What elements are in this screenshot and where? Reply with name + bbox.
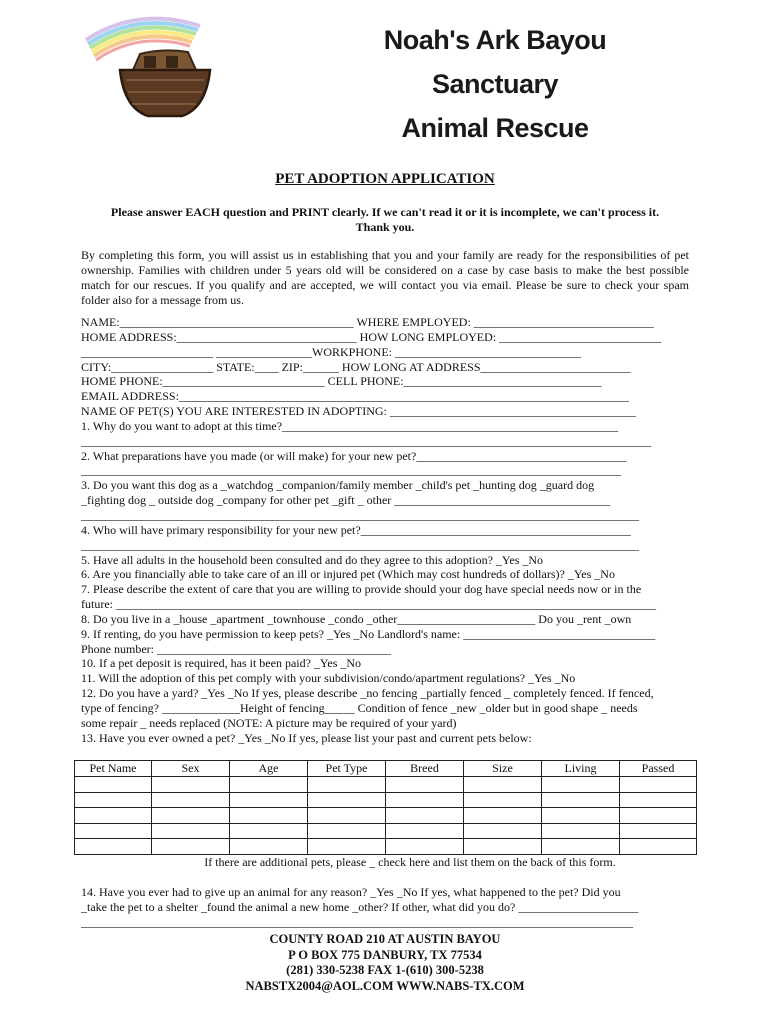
additional-pets-note: If there are additional pets, please _ check here and list them on the back of this form.	[204, 855, 616, 869]
contact-footer	[0, 932, 770, 994]
table-cell[interactable]	[152, 792, 230, 808]
pets-table-body	[75, 777, 697, 855]
table-cell[interactable]	[464, 792, 542, 808]
table-cell[interactable]	[75, 808, 152, 824]
table-cell[interactable]	[542, 808, 620, 824]
table-cell[interactable]	[542, 839, 620, 855]
form-line[interactable]: 2. What preparations have you made (or will make) for your new pet?___________________________________	[81, 448, 627, 463]
question-14	[81, 885, 689, 930]
table-cell[interactable]	[386, 839, 464, 855]
table-cell[interactable]	[386, 808, 464, 824]
table-cell[interactable]	[308, 823, 386, 839]
form-line[interactable]: NAME OF PET(S) YOU ARE INTERESTED IN ADOPTING: _________________________________________	[81, 404, 636, 419]
column-header: Sex	[152, 761, 230, 777]
table-cell[interactable]	[152, 839, 230, 855]
form-line[interactable]: NAME:_______________________________________ WHERE EMPLOYED: ______________________________	[81, 315, 654, 329]
form-line[interactable]: 3. Do you want this dog as a _watchdog _companion/family member _child's pet _hunting dog _guard dog	[81, 478, 595, 493]
table-cell[interactable]	[152, 808, 230, 824]
column-header: Age	[230, 761, 308, 777]
table-cell[interactable]	[75, 839, 152, 855]
form-fields	[81, 315, 689, 745]
table-cell[interactable]	[620, 839, 697, 855]
intro-paragraph: By completing this form, you will assist us in establishing that you and your family are ready for the responsibilities of pet ownership. Families with children under 5 years old will be considered on a case by case basis to make the best possible match for our rescues. If you qualify and are accepted, we will contact you via email. Please be sure to check your spam folder also for a message from us.	[81, 248, 689, 307]
column-header: Pet Type	[308, 761, 386, 777]
footer-po-box: P O BOX 775 DANBURY, TX 77534	[288, 947, 482, 962]
table-cell[interactable]	[230, 792, 308, 808]
form-line[interactable]: 1. Why do you want to adopt at this time?________________________________________________________	[81, 418, 619, 433]
org-name-line1: Noah's Ark Bayou Sanctuary	[383, 25, 607, 99]
table-row	[75, 792, 697, 808]
table-cell[interactable]	[230, 808, 308, 824]
instructions-line2: Thank you.	[355, 220, 415, 234]
pets-table	[74, 760, 697, 855]
form-line[interactable]: HOME ADDRESS:______________________________ HOW LONG EMPLOYED: ___________________________	[81, 329, 662, 344]
table-cell[interactable]	[464, 808, 542, 824]
form-line[interactable]: 13. Have you ever owned a pet? _Yes _No If yes, please list your past and current pets below:	[81, 730, 532, 745]
form-line[interactable]: 4. Who will have primary responsibility for your new pet?_____________________________________________	[81, 522, 631, 537]
form-line[interactable]: _fighting dog _ outside dog _company for other pet _gift _ other ____________________________________	[81, 493, 611, 508]
ark-rainbow-logo	[78, 8, 238, 128]
form-line[interactable]: _____________________________________________________________________________________________	[81, 537, 639, 552]
table-cell[interactable]	[386, 823, 464, 839]
table-cell[interactable]	[75, 792, 152, 808]
table-cell[interactable]	[386, 777, 464, 793]
column-header: Size	[464, 761, 542, 777]
form-line[interactable]: 14. Have you ever had to give up an animal for any reason? _Yes _No If yes, what happened to the pet? Did you	[81, 885, 621, 899]
table-cell[interactable]	[620, 777, 697, 793]
page-header	[0, 0, 770, 160]
table-row	[75, 808, 697, 824]
column-header: Breed	[386, 761, 464, 777]
table-cell[interactable]	[464, 823, 542, 839]
table-cell[interactable]	[152, 823, 230, 839]
form-line[interactable]: _______________________________________________________________________________________________	[81, 433, 651, 448]
table-cell[interactable]	[308, 792, 386, 808]
footer-address: COUNTY ROAD 210 AT AUSTIN BAYOU	[269, 932, 501, 946]
table-row	[75, 839, 697, 855]
table-cell[interactable]	[308, 808, 386, 824]
instructions-line1: Please answer EACH question and PRINT clearly. If we can't read it or it is incomplete, we can't process it.	[110, 205, 660, 219]
form-line[interactable]: CITY:_________________ STATE:____ ZIP:______ HOW LONG AT ADDRESS_________________________	[81, 359, 631, 374]
table-cell[interactable]	[308, 777, 386, 793]
table-cell[interactable]	[386, 792, 464, 808]
form-line[interactable]: 12. Do you have a yard? _Yes _No If yes, please describe _no fencing _partially fenced _ completely fenced. If fenced,	[81, 686, 654, 701]
organization-name	[320, 18, 670, 150]
form-line[interactable]: 6. Are you financially able to take care of an ill or injured pet (Which may cost hundreds of dollars)? _Yes _No	[81, 567, 615, 582]
table-cell[interactable]	[152, 777, 230, 793]
org-name-line2: Animal Rescue	[401, 113, 589, 143]
form-line[interactable]: _take the pet to a shelter _found the animal a new home _other? If other, what did you do? ____________________	[81, 899, 639, 914]
table-cell[interactable]	[542, 823, 620, 839]
form-line[interactable]: 8. Do you live in a _house _apartment _townhouse _condo _other_______________________ Do you _rent _own	[81, 611, 632, 626]
form-line[interactable]: type of fencing? _____________Height of fencing_____ Condition of fence _new _older but in good shape _ needs	[81, 700, 638, 715]
table-cell[interactable]	[542, 792, 620, 808]
table-row	[75, 777, 697, 793]
form-line[interactable]: 10. If a pet deposit is required, has it been paid? _Yes _No	[81, 656, 362, 671]
column-header: Pet Name	[75, 761, 152, 777]
pets-table-header-row	[75, 761, 697, 777]
table-cell[interactable]	[620, 823, 697, 839]
table-cell[interactable]	[75, 823, 152, 839]
table-row	[75, 823, 697, 839]
table-cell[interactable]	[464, 777, 542, 793]
table-cell[interactable]	[308, 839, 386, 855]
table-cell[interactable]	[230, 839, 308, 855]
form-line[interactable]: 9. If renting, do you have permission to keep pets? _Yes _No Landlord's name: ________________________________	[81, 626, 656, 641]
column-header: Living	[542, 761, 620, 777]
table-cell[interactable]	[464, 839, 542, 855]
form-line[interactable]: Phone number: _______________________________________	[81, 641, 391, 656]
table-cell[interactable]	[230, 823, 308, 839]
table-cell[interactable]	[230, 777, 308, 793]
table-cell[interactable]	[620, 808, 697, 824]
table-cell[interactable]	[542, 777, 620, 793]
form-line[interactable]: HOME PHONE:___________________________ CELL PHONE:_________________________________	[81, 374, 602, 389]
form-line[interactable]: ____________________________________________________________________________________________	[81, 914, 633, 929]
footer-phone-fax: (281) 330-5238 FAX 1-(610) 300-5238	[286, 963, 484, 977]
form-line[interactable]: EMAIL ADDRESS:___________________________________________________________________________	[81, 389, 629, 404]
form-line[interactable]: _____________________________________________________________________________________________	[81, 507, 639, 522]
footer-email-web: NABSTX2004@AOL.COM WWW.NABS-TX.COM	[245, 978, 525, 993]
form-line[interactable]: 11. Will the adoption of this pet comply with your subdivision/condo/apartment regulations? _Yes _No	[81, 671, 576, 686]
table-cell[interactable]	[75, 777, 152, 793]
instructions	[80, 205, 690, 235]
column-header: Passed	[620, 761, 697, 777]
form-line[interactable]: 5. Have all adults in the household been consulted and do they agree to this adoption? _Yes _No	[81, 552, 544, 567]
form-line[interactable]: some repair _ needs replaced (NOTE: A picture may be required of your yard)	[81, 715, 457, 730]
form-line[interactable]: 7. Please describe the extent of care that you are willing to provide should your dog have special needs now or in the	[81, 582, 642, 597]
table-cell[interactable]	[620, 792, 697, 808]
form-line[interactable]: __________________________________________________________________________________________	[81, 463, 621, 478]
form-title: PET ADOPTION APPLICATION	[275, 171, 495, 187]
form-line[interactable]: future: __________________________________________________________________________________________	[81, 597, 656, 612]
form-line[interactable]: ______________________ ________________WORKPHONE: _______________________________	[81, 344, 581, 359]
